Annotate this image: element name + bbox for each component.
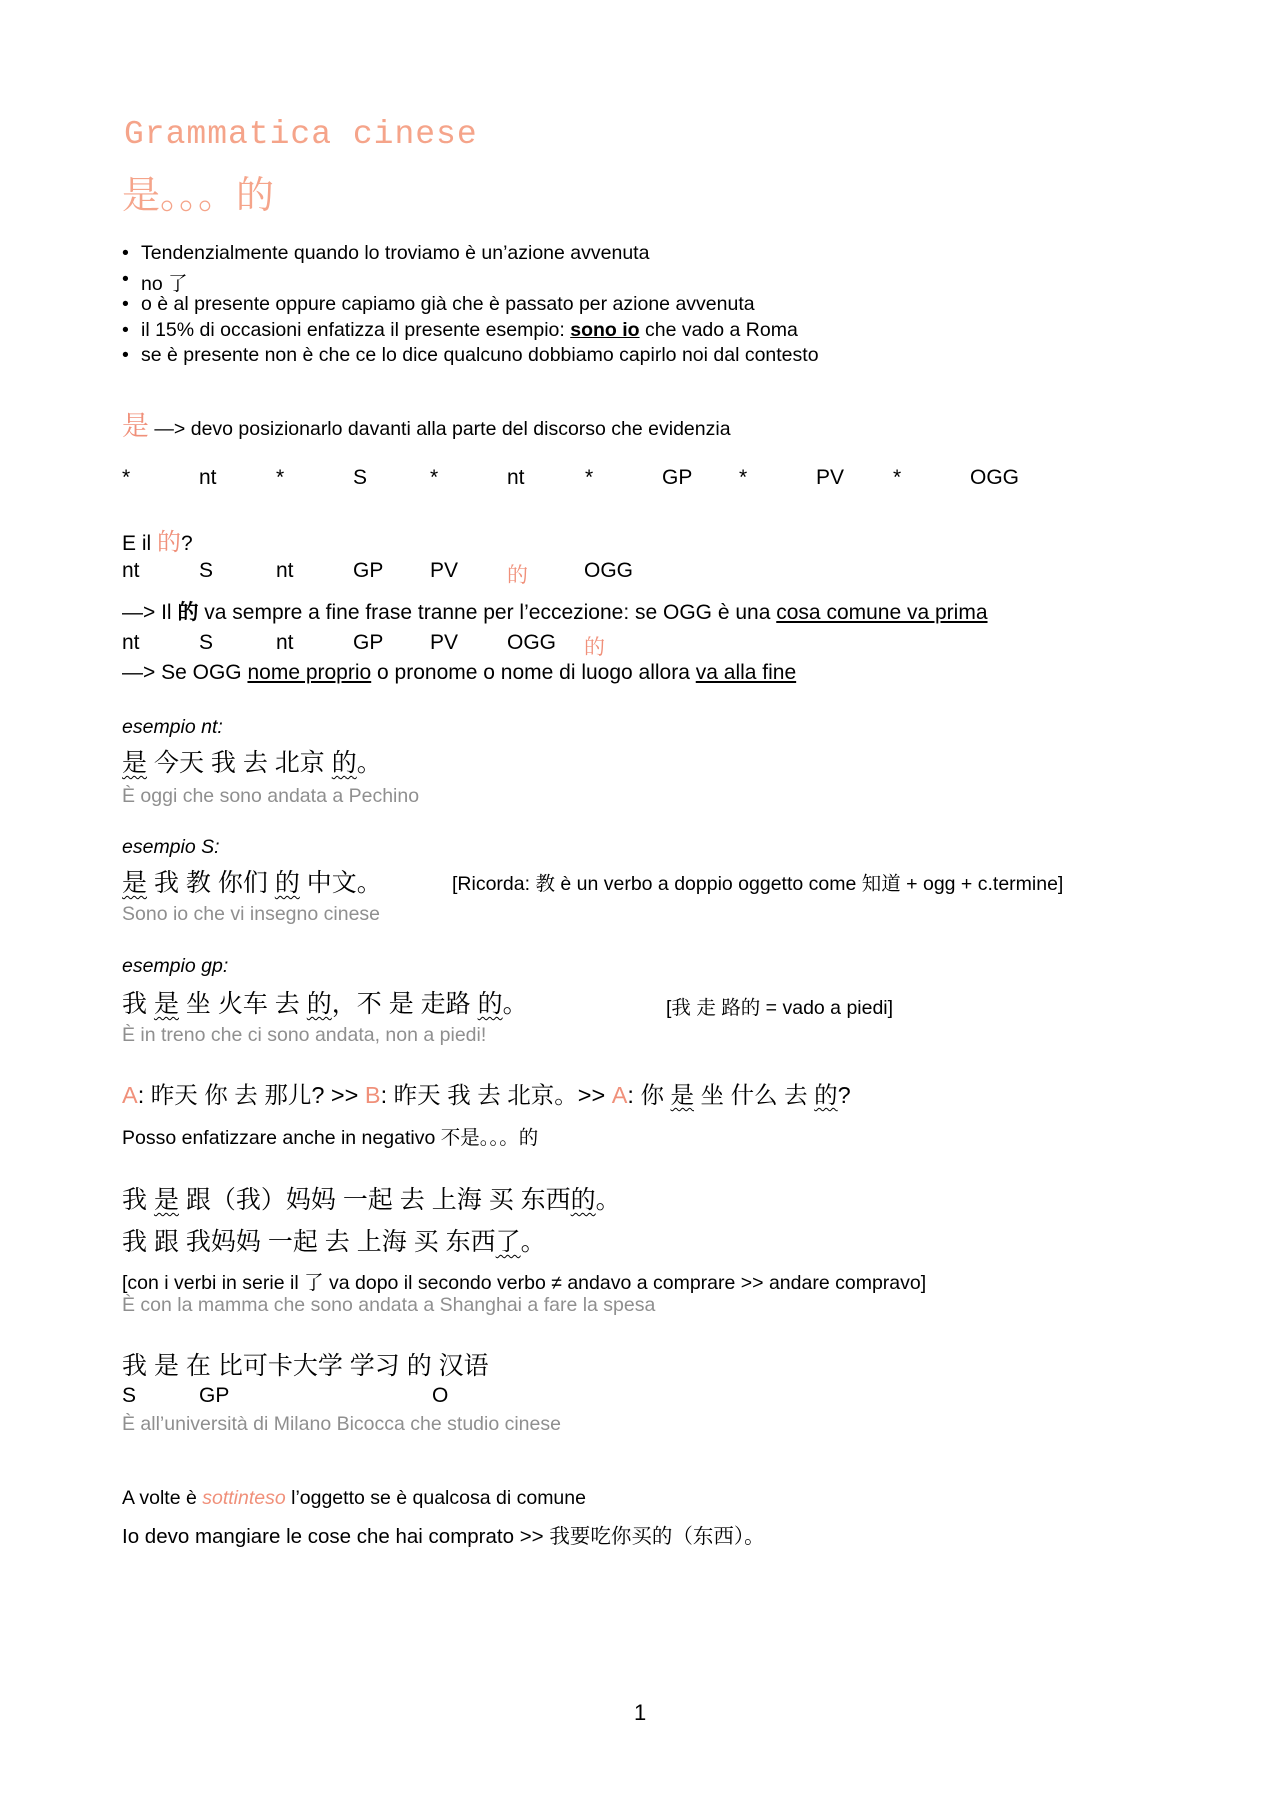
example-label: esempio gp: bbox=[122, 955, 229, 977]
dialogue: A: 昨天 你 去 那儿? >> B: 昨天 我 去 北京。>> A: 你 是 坐 什么 去 的? bbox=[122, 1082, 851, 1108]
example-label: esempio nt: bbox=[122, 716, 223, 738]
shi-rule: 是 —> devo posizionarlo davanti alla parte del discorso che evidenzia bbox=[122, 411, 731, 441]
implicit-object-note: A volte è sottinteso l’oggetto se è qualcosa di comune bbox=[122, 1487, 586, 1509]
section-heading: 是。。。的 bbox=[122, 175, 275, 217]
example-note: [con i verbi in serie il 了 va dopo il secondo verbo ≠ andavo a comprare >> andare compravo] bbox=[122, 1272, 927, 1294]
example-label: esempio S: bbox=[122, 836, 220, 858]
sentence-parts: S GP O bbox=[122, 1384, 449, 1407]
word-order-proper: nt S nt GP PV OGG 的 bbox=[122, 631, 605, 659]
example-sentence: 是 我 教 你们 的 中文。 bbox=[122, 869, 382, 897]
list-item: • Tendenzialmente quando lo troviamo è un’azione avvenuta bbox=[122, 242, 819, 268]
list-item: • il 15% di occasioni enfatizza il presente esempio: sono io che vado a Roma bbox=[122, 319, 819, 345]
example-sentence: 是 今天 我 去 北京 的。 bbox=[122, 749, 382, 777]
example-translation: È oggi che sono andata a Pechino bbox=[122, 785, 420, 807]
example-note: [我 走 路的 = vado a piedi] bbox=[666, 997, 894, 1019]
list-item: • o è al presente oppure capiamo già che è passato per azione avvenuta bbox=[122, 293, 819, 319]
example-translation: È con la mamma che sono andata a Shanghai a fare la spesa bbox=[122, 1294, 656, 1316]
negative-note: Posso enfatizzare anche in negativo 不是。。。的 bbox=[122, 1127, 539, 1149]
de-question: E il 的? bbox=[122, 529, 193, 556]
page-number: 1 bbox=[634, 1700, 647, 1725]
example-sentence: 我 是 坐 火车 去 的，不 是 走路 的。 bbox=[122, 990, 528, 1018]
list-item: • se è presente non è che ce lo dice qualcuno dobbiamo capirlo noi dal contesto bbox=[122, 344, 819, 370]
list-item: • no 了 bbox=[122, 268, 819, 294]
rule-common-object: —> Il 的 va sempre a fine frase tranne per l’eccezione: se OGG è una cosa comune va prima bbox=[122, 601, 988, 624]
example-sentence: 我 跟 我妈妈 一起 去 上海 买 东西了。 bbox=[122, 1228, 546, 1256]
word-order-common: nt S nt GP PV 的 OGG bbox=[122, 559, 634, 587]
position-row: * nt * S * nt * GP * PV * OGG bbox=[122, 466, 1020, 489]
example-translation: Sono io che vi insegno cinese bbox=[122, 903, 381, 925]
implicit-object-example: Io devo mangiare le cose che hai comprato >> 我要吃你买的（东西）。 bbox=[122, 1525, 765, 1548]
bullet-list bbox=[122, 242, 819, 370]
example-translation: È in treno che ci sono andata, non a piedi! bbox=[122, 1024, 487, 1046]
rule-proper-name: —> Se OGG nome proprio o pronome o nome di luogo allora va alla fine bbox=[122, 661, 797, 684]
example-sentence: 我 是 跟（我）妈妈 一起 去 上海 买 东西的。 bbox=[122, 1186, 621, 1214]
example-sentence: 我 是 在 比可卡大学 学习 的 汉语 bbox=[122, 1352, 489, 1380]
document-title: Grammatica cinese bbox=[124, 116, 478, 153]
example-translation: È all’università di Milano Bicocca che studio cinese bbox=[122, 1413, 561, 1435]
example-note: [Ricorda: 教 è un verbo a doppio oggetto come 知道 + ogg + c.termine] bbox=[452, 873, 1064, 895]
